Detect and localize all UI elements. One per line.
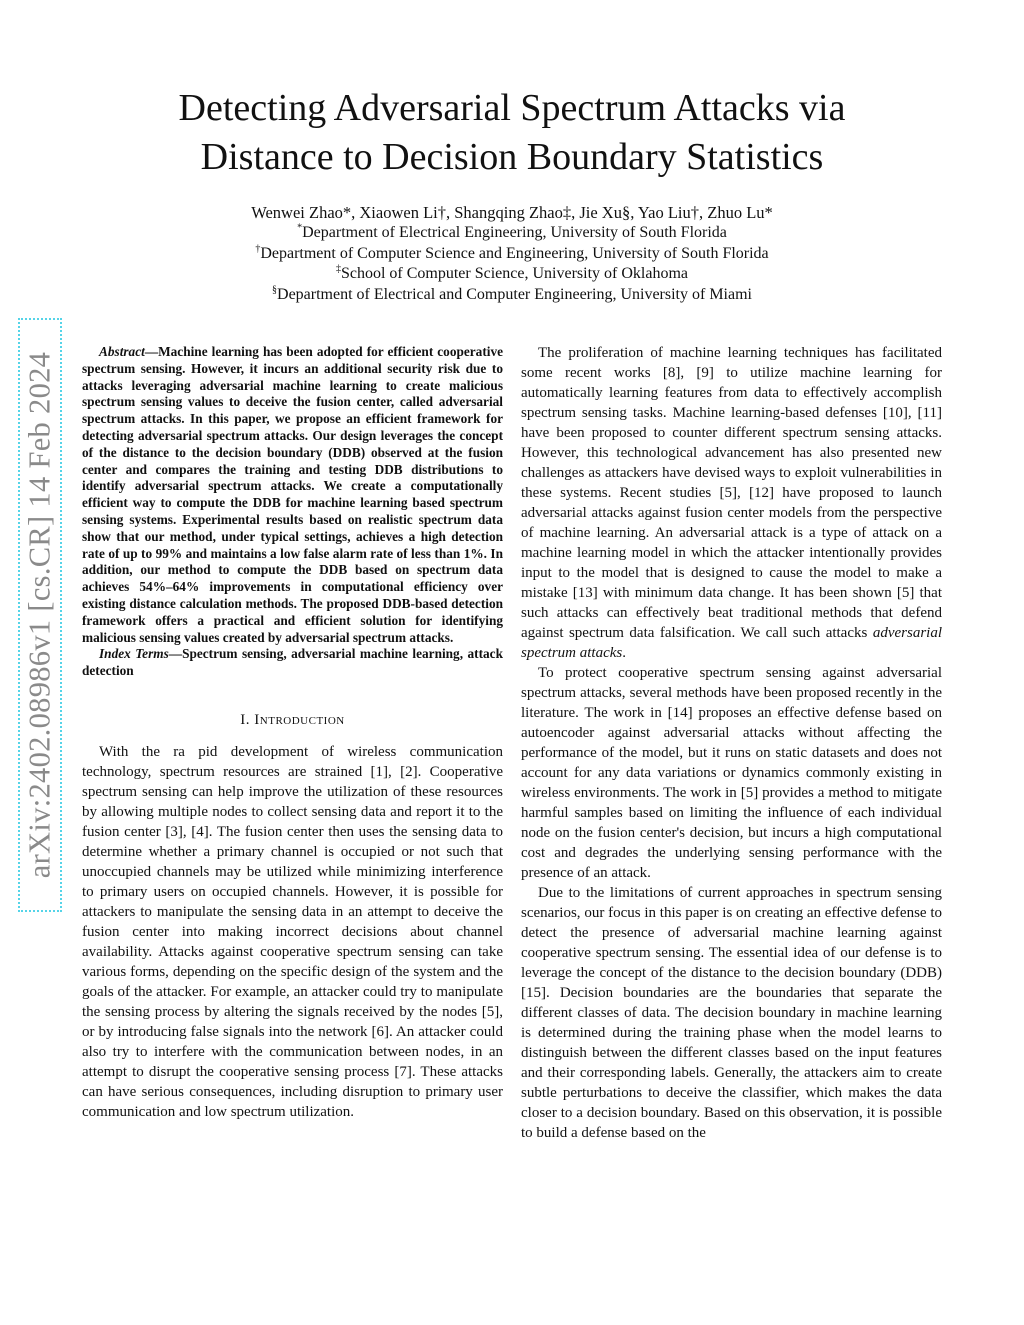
affiliation-mark: § <box>272 284 278 296</box>
abstract-text: —Machine learning has been adopted for efficient cooperative spectrum sensing. However, it incurs an additional security risk due to attacks leveraging adversarial machine learning to create malicious spectrum sensing values to deceive the fusion center, called adversarial spectrum attacks. In this paper, we propose an efficient framework for detecting adversarial spectrum attacks. Our design leverages the concept of the distance to the decision boundary (DDB) observed at the fusion center and compares the training and testing DDB distributions to identify adversarial spectrum attacks. We create a computationally efficient way to compute the DDB for machine learning based spectrum sensing systems. Experimental results based on realistic spectrum data show that our method, under typical settings, achieves a high detection rate of up to 99% and maintains a low false alarm rate of less than 1%. In addition, our method to compute the DDB based on spectrum data achieves 54%–64% improvements in computational efficiency over existing distance calculation methods. The proposed DDB-based detection framework offers a practical and efficient solution for identifying malicious sensing values created by adversarial spectrum attacks. <box>82 344 503 645</box>
author-names: Wenwei Zhao*, Xiaowen Li†, Shangqing Zhao‡, Jie Xu§, Yao Liu†, Zhuo Lu* <box>251 203 773 222</box>
abstract <box>82 344 503 646</box>
section-heading-introduction <box>82 710 503 730</box>
section-title: Introduction <box>254 711 345 728</box>
affiliations <box>100 223 924 306</box>
affiliation-ou-cs <box>100 264 924 285</box>
paper-title-line-1: Detecting Adversarial Spectrum Attacks via <box>178 87 846 129</box>
abstract-label: Abstract <box>99 344 145 359</box>
index-terms-text: —Spectrum sensing, adversarial machine learning, attack detection <box>82 646 503 679</box>
intro-paragraph-1: With the ra pid development of wireless communication technology, spectrum resources are strained [1], [2]. Cooperative spectrum sensing can help improve the utilization of these resources by allowing multiple nodes to collect sensing data and report it to the fusion center [3], [4]. The fusion center then uses the sensing data to determine whether a primary channel is occupied or not such that unoccupied channels may be utilized while minimizing interference to primary users on occupied channels. However, it is possible for attackers to manipulate the sensing data in an attempt to deceive the fusion center into making incorrect decisions about channel availability. Attacks against cooperative spectrum sensing can take various forms, depending on the specific design of the system and the goals of the attacker. For example, an attacker could try to manipulate the sensing process by altering the signals received by the nodes [5], or by introducing false signals into the network [6]. An attacker could also try to interfere with the communication between nodes, in an attempt to disrupt the cooperative sensing process [7]. These attacks can have serious consequences, including disruption to primary user communication and low spectrum utilization. <box>82 743 503 1120</box>
affiliation-usf-ee <box>100 223 924 244</box>
author-list <box>100 202 924 223</box>
intro-paragraph-3: To protect cooperative spectrum sensing against adversarial spectrum attacks, several methods have been proposed recently in the literature. The work in [14] proposes an effective defense based on autoencoder against adversarial attacks without affecting the performance of the model, but it runs on static datasets and does not account for any data variations or dynamics commonly existing in wireless environments. The work in [5] provides a method to mitigate harmful samples based on limiting the influence of each individual node on the fusion center's decision, but incurs a high computational cost and degrades the underlying sensing performance with the presence of an attack. <box>521 665 942 881</box>
index-terms <box>82 646 503 680</box>
left-column <box>82 344 503 1122</box>
intro-paragraph-2 <box>521 343 942 663</box>
affiliation-usf-cse <box>100 244 924 265</box>
intro-paragraph-2-emphasis: adversarial spectrum attacks <box>521 625 942 661</box>
paper-title <box>100 84 924 182</box>
paper-title-line-2: Distance to Decision Boundary Statistics <box>200 136 824 178</box>
index-terms-label: Index Terms <box>99 646 169 662</box>
affiliation-mark: † <box>255 243 261 255</box>
arxiv-identifier: arXiv:2402.08986v1 [cs.CR] 14 Feb 2024 <box>22 351 57 879</box>
affiliation-text: Department of Electrical Engineering, University of South Florida <box>302 224 727 241</box>
affiliation-mark: ‡ <box>335 264 341 276</box>
intro-paragraph-4: Due to the limitations of current approaches in spectrum sensing scenarios, our focus in this paper is on creating an effective defense to detect the presence of adversarial machine learning against cooperative spectrum sensing. The essential idea of our defense is to leverage the concept of the distance to the decision boundary (DDB) [15]. Decision boundaries are the boundaries that separate the different classes of data. The decision boundary in machine learning is determined during the training phase when the model learns to distinguish between the different classes based on the input features and their corresponding labels. Generally, the attackers aim to create subtle perturbations to deceive the classifier, which makes the data closer to a decision boundary. Based on this observation, it is possible to build a defense based on the <box>521 885 942 1141</box>
affiliation-text: School of Computer Science, University of Oklahoma <box>340 265 689 283</box>
affiliation-mark: * <box>297 222 303 234</box>
intro-paragraph-2-end: . <box>622 645 626 661</box>
right-column <box>521 343 942 1143</box>
affiliation-um-ece <box>100 285 924 306</box>
arxiv-stamp <box>18 318 62 912</box>
affiliation-text: Department of Electrical and Computer Engineering, University of Miami <box>277 286 752 304</box>
section-numeral: I. <box>240 711 255 728</box>
affiliation-text: Department of Computer Science and Engineering, University of South Florida <box>260 244 769 262</box>
intro-paragraph-2-main: The proliferation of machine learning techniques has facilitated some recent works [8], [9] to utilize machine learning for automatically learning features from data to effectively accomplish spectrum sensing tasks. Machine learning-based defenses [10], [11] have been proposed to counter different spectrum sensing attacks. However, this technological advancement has also presented new challenges as attackers have devised ways to exploit vulnerabilities in these systems. Recent studies [5], [12] have proposed to launch adversarial attacks against fusion center models from the perspective of machine learning. An adversarial attack is a type of attack on a machine learning model in which the attacker intentionally provides input to the model that is designed to cause the model to make a mistake [13] with minimum data change. It has been shown [5] that such attacks can effectively beat traditional methods that defend against spectrum data falsification. We call such attacks <box>521 345 942 641</box>
